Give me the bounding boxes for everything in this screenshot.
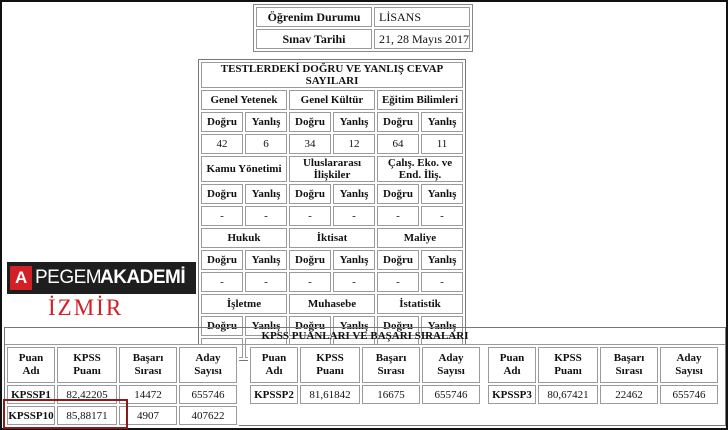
- correct-count: 42: [201, 134, 243, 154]
- kpss-header-cell: [7, 347, 55, 383]
- kpss-score-cell: 81,61842: [300, 385, 360, 404]
- kpss-candidates-cell: 407622: [179, 406, 237, 425]
- wrong-header: Yanlış: [333, 250, 375, 270]
- kpss-rank-cell: 4907: [119, 406, 177, 425]
- kpss-score-row: [488, 385, 718, 404]
- answer-value-row: [201, 134, 463, 154]
- test-group-name: Uluslararası İlişkiler: [289, 156, 375, 182]
- kpss-header-row: [488, 347, 718, 383]
- wrong-header: Yanlış: [421, 184, 463, 204]
- education-info-table: [253, 4, 473, 52]
- kpss-header-cell: [362, 347, 420, 383]
- answer-header-row: [201, 184, 463, 204]
- correct-count: -: [201, 272, 243, 292]
- wrong-count: -: [333, 206, 375, 226]
- correct-count: -: [377, 272, 419, 292]
- kpss-header-text: KPSS: [73, 352, 101, 364]
- group-header-row: [201, 90, 463, 110]
- test-group-name: Muhasebe: [289, 294, 375, 314]
- wrong-header: Yanlış: [245, 184, 287, 204]
- education-status-value: LİSANS: [374, 7, 470, 27]
- kpss-header-text: Adı: [503, 365, 521, 377]
- correct-header: Doğru: [377, 316, 419, 336]
- correct-count: 34: [289, 134, 331, 154]
- correct-header: Doğru: [201, 316, 243, 336]
- test-group-name: Genel Kültür: [289, 90, 375, 110]
- kpss-candidates-cell: 655746: [422, 385, 480, 404]
- correct-count: 64: [377, 134, 419, 154]
- test-group-name: Eğitim Bilimleri: [377, 90, 463, 110]
- wrong-header: Yanlış: [421, 112, 463, 132]
- correct-header: Doğru: [377, 184, 419, 204]
- wrong-header: Yanlış: [333, 316, 375, 336]
- kpss-header-text: Sırası: [134, 365, 162, 377]
- kpss-header-text: Puanı: [554, 365, 582, 377]
- test-group-name: Hukuk: [201, 228, 287, 248]
- test-group-name: Genel Yetenek: [201, 90, 287, 110]
- answer-value-row: [201, 206, 463, 226]
- kpss-header-text: Adı: [265, 365, 283, 377]
- kpss-candidates-cell: 655746: [179, 385, 237, 404]
- kpss-header-text: Sayısı: [675, 365, 703, 377]
- correct-header: Doğru: [201, 250, 243, 270]
- logo-pegem-text: PEGEM: [35, 267, 102, 288]
- logo-mark: [10, 266, 32, 290]
- kpss-header-cell: [57, 347, 117, 383]
- logo-mark-letter: A: [15, 268, 28, 287]
- logo-akademi-text: AKADEMİ: [100, 267, 186, 288]
- correct-count: -: [289, 272, 331, 292]
- correct-header: Doğru: [289, 316, 331, 336]
- pegem-akademi-logo: [7, 262, 196, 294]
- answer-value-row: [201, 272, 463, 292]
- kpss-rank-cell: 22462: [600, 385, 658, 404]
- kpss-header-text: Puan: [499, 352, 525, 364]
- kpss-name-cell: KPSSP10: [7, 406, 55, 425]
- exam-date-label: Sınav Tarihi: [256, 29, 372, 49]
- test-group-name: Maliye: [377, 228, 463, 248]
- kpss-header-cell: [119, 347, 177, 383]
- wrong-count: 11: [421, 134, 463, 154]
- answer-header-row: [201, 250, 463, 270]
- group-header-row: [201, 156, 463, 182]
- wrong-count: -: [245, 206, 287, 226]
- kpss-header-row: [250, 347, 480, 383]
- kpss-name-cell: KPSSP3: [488, 385, 536, 404]
- correct-header: Doğru: [201, 112, 243, 132]
- kpss-header-text: Aday: [195, 352, 221, 364]
- wrong-header: Yanlış: [245, 316, 287, 336]
- correct-count: -: [201, 206, 243, 226]
- wrong-count: -: [333, 272, 375, 292]
- kpss-score-row: [250, 385, 480, 404]
- kpss-header-text: Aday: [438, 352, 464, 364]
- wrong-count: 6: [245, 134, 287, 154]
- wrong-count: 12: [333, 134, 375, 154]
- correct-count: -: [377, 206, 419, 226]
- wrong-header: Yanlış: [333, 112, 375, 132]
- group-header-row: [201, 228, 463, 248]
- city-label: İZMİR: [48, 295, 124, 320]
- kpss-name-cell: KPSSP2: [250, 385, 298, 404]
- test-group-name: Çalış. Eko. ve End. İliş.: [377, 156, 463, 182]
- kpss-header-text: Aday: [676, 352, 702, 364]
- kpss-header-text: Başarı: [375, 352, 407, 364]
- kpss-header-text: Puanı: [316, 365, 344, 377]
- kpss-header-text: Sayısı: [194, 365, 222, 377]
- kpss-header-text: Başarı: [613, 352, 645, 364]
- test-group-name: İşletme: [201, 294, 287, 314]
- table-title-row: [201, 62, 463, 88]
- wrong-header: Yanlış: [421, 316, 463, 336]
- tests-title: TESTLERDEKİ DOĞRU VE YANLIŞ CEVAP SAYILARI: [201, 62, 463, 88]
- kpss-header-text: Sayısı: [437, 365, 465, 377]
- kpss-header-row: [7, 347, 237, 383]
- tests-body: [201, 90, 463, 358]
- kpss-block: [486, 345, 720, 406]
- answer-header-row: [201, 112, 463, 132]
- wrong-header: Yanlış: [245, 112, 287, 132]
- kpss-title: KPSS PUANLARI VE BAŞARI SIRALARI: [5, 328, 725, 345]
- kpss-header-text: Sırası: [377, 365, 405, 377]
- correct-header: Doğru: [377, 112, 419, 132]
- kpss-rank-cell: 16675: [362, 385, 420, 404]
- kpss-score-cell: 82,42205: [57, 385, 117, 404]
- kpss-header-text: KPSS: [316, 352, 344, 364]
- kpss-header-text: Başarı: [132, 352, 164, 364]
- correct-header: Doğru: [201, 184, 243, 204]
- wrong-count: -: [421, 206, 463, 226]
- wrong-count: -: [421, 272, 463, 292]
- kpss-header-text: KPSS: [554, 352, 582, 364]
- kpss-header-text: Puan: [261, 352, 287, 364]
- kpss-score-cell: 80,67421: [538, 385, 598, 404]
- exam-date-value: 21, 28 Mayıs 2017: [374, 29, 470, 49]
- wrong-count: -: [245, 272, 287, 292]
- kpss-header-cell: [538, 347, 598, 383]
- kpss-header-cell: [660, 347, 718, 383]
- kpss-header-cell: [250, 347, 298, 383]
- kpss-header-cell: [422, 347, 480, 383]
- test-answers-table: [198, 59, 466, 361]
- kpss-header-text: Puanı: [73, 365, 101, 377]
- kpss-block: [248, 345, 482, 406]
- wrong-header: Yanlış: [245, 250, 287, 270]
- test-group-name: İstatistik: [377, 294, 463, 314]
- test-group-name: Kamu Yönetimi: [201, 156, 287, 182]
- wrong-header: Yanlış: [421, 250, 463, 270]
- kpss-candidates-cell: 655746: [660, 385, 718, 404]
- wrong-header: Yanlış: [333, 184, 375, 204]
- kpss-score-cell: 85,88171: [57, 406, 117, 425]
- table-row: [256, 29, 470, 49]
- correct-header: Doğru: [377, 250, 419, 270]
- correct-header: Doğru: [289, 184, 331, 204]
- correct-header: Doğru: [289, 112, 331, 132]
- kpss-rank-cell: 14472: [119, 385, 177, 404]
- kpssp10-highlight-box: [3, 399, 128, 429]
- test-group-name: İktisat: [289, 228, 375, 248]
- kpss-header-cell: [300, 347, 360, 383]
- kpss-header-cell: [179, 347, 237, 383]
- table-row: [256, 7, 470, 27]
- kpss-header-text: Sırası: [615, 365, 643, 377]
- kpss-header-cell: [488, 347, 536, 383]
- correct-header: Doğru: [289, 250, 331, 270]
- correct-count: -: [289, 206, 331, 226]
- education-status-label: Öğrenim Durumu: [256, 7, 372, 27]
- kpss-header-text: Puan: [18, 352, 44, 364]
- kpss-header-cell: [600, 347, 658, 383]
- kpss-header-text: Adı: [22, 365, 40, 377]
- group-header-row: [201, 294, 463, 314]
- kpss-name-cell: KPSSP1: [7, 385, 55, 404]
